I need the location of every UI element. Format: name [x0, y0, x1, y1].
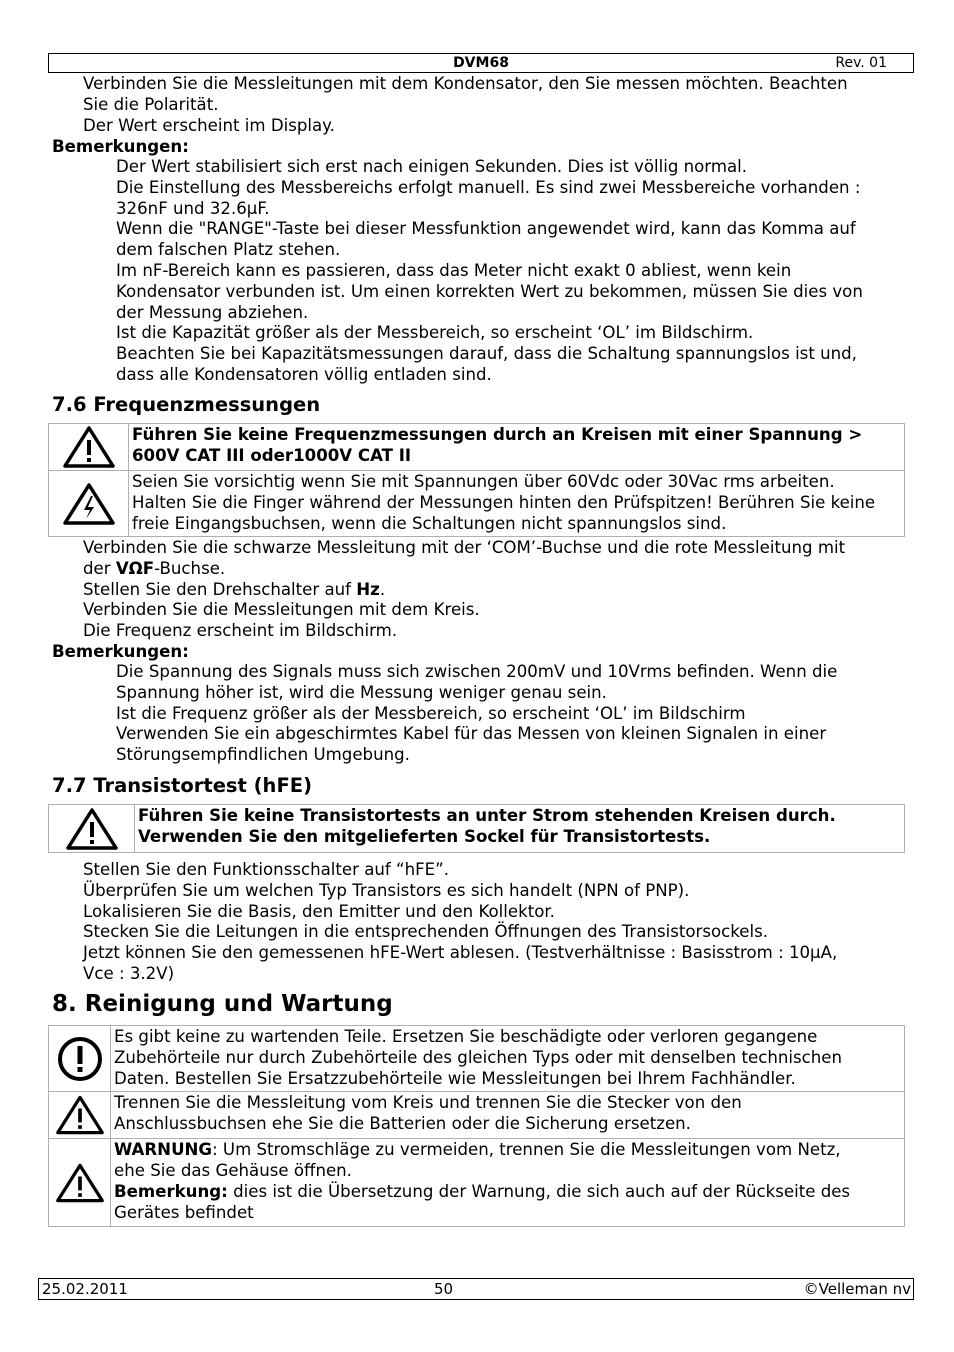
maintenance-table	[48, 1025, 905, 1227]
text-line: Ist die Kapazität größer als der Messbereich, so erscheint ‘OL’ im Bildschirm.	[116, 323, 754, 343]
text-line: der Messung abziehen.	[116, 302, 309, 322]
text-line: Halten Sie die Finger während der Messungen hinten den Prüfspitzen! Berühren Sie keine	[132, 492, 876, 512]
section-title-frequency: 7.6 Frequenzmessungen	[52, 393, 321, 416]
copyright: ©Velleman nv	[803, 1280, 911, 1298]
text-line: Die Frequenz erscheint im Bildschirm.	[83, 621, 398, 641]
text-line: Beachten Sie bei Kapazitätsmessungen darauf, dass die Schaltung spannungslos ist und,	[116, 344, 857, 364]
text-line: Vce : 3.2V)	[83, 963, 175, 983]
text-line: Die Spannung des Signals muss sich zwischen 200mV und 10Vrms befinden. Wenn die	[116, 662, 838, 681]
remarks-label: Bemerkungen:	[52, 137, 189, 156]
page-number: 50	[434, 1280, 454, 1298]
text-line: Spannung höher ist, wird die Messung weniger genau sein.	[116, 682, 607, 702]
text-line: Störungsempfindlichen Umgebung.	[116, 745, 410, 765]
warning-triangle-icon	[49, 1139, 111, 1227]
frequency-remarks	[116, 662, 906, 766]
footer-date: 25.02.2011	[42, 1280, 128, 1298]
capacitance-steps	[83, 74, 913, 136]
text-line: Verbinden Sie die schwarze Messleitung mit der ‘COM’-Buchse und die rote Messleitung mit	[83, 538, 846, 557]
section-title-transistor: 7.7 Transistortest (hFE)	[52, 774, 312, 797]
text-line: Trennen Sie die Messleitung vom Kreis und trennen Sie die Stecker von den	[114, 1093, 742, 1113]
text-line: WARNUNG: Um Stromschläge zu vermeiden, trennen Sie die Messleitungen vom Netz,	[114, 1140, 841, 1160]
text-line: ehe Sie das Gehäuse öffnen.	[114, 1161, 352, 1181]
text-line: Verwenden Sie ein abgeschirmtes Kabel für das Messen von kleinen Signalen in einer	[116, 724, 827, 744]
text-line: dem falschen Platz stehen.	[116, 240, 341, 260]
warning-triangle-icon	[49, 1092, 111, 1139]
maintenance-info-text	[111, 1026, 905, 1092]
text-line: Sie die Polarität.	[83, 94, 219, 114]
text-line: Es gibt keine zu wartenden Teile. Ersetzen Sie beschädigte oder verloren gegangene	[114, 1027, 818, 1046]
text-line: Gerätes befindet	[114, 1202, 254, 1222]
text-line: Wenn die "RANGE"-Taste bei dieser Messfunktion angewendet wird, kann das Komma auf	[116, 219, 856, 239]
warning-triangle-icon	[49, 805, 135, 853]
transistor-steps	[83, 860, 913, 985]
maintenance-warning-text	[111, 1139, 905, 1227]
text-line: 600V CAT III oder1000V CAT II	[132, 445, 412, 465]
text-line: Daten. Bestellen Sie Ersatzzubehörteile wie Messleitungen bei Ihrem Fachhändler.	[114, 1068, 796, 1088]
text-line: 326nF und 32.6µF.	[116, 198, 270, 218]
section-title-maintenance: 8. Reinigung und Wartung	[52, 991, 393, 1017]
warning-triangle-icon	[49, 424, 129, 471]
document-title: DVM68	[453, 55, 509, 71]
text-line: Überprüfen Sie um welchen Typ Transistors es sich handelt (NPN of PNP).	[83, 880, 690, 900]
remarks-label: Bemerkungen:	[52, 642, 189, 661]
text-line: Führen Sie keine Frequenzmessungen durch an Kreisen mit einer Spannung >	[132, 425, 863, 444]
text-line: Bemerkung: dies ist die Übersetzung der Warnung, die sich auch auf der Rückseite des	[114, 1181, 851, 1201]
electric-shock-icon	[49, 471, 129, 537]
frequency-warning-text	[129, 424, 905, 471]
text-line: Ist die Frequenz größer als der Messbereich, so erscheint ‘OL’ im Bildschirm	[116, 703, 746, 723]
text-line: Zubehörteile nur durch Zubehörteile des gleichen Typs oder mit denselben technischen	[114, 1047, 843, 1067]
text-line: Stellen Sie den Drehschalter auf Hz.	[83, 579, 386, 599]
text-line: Lokalisieren Sie die Basis, den Emitter und den Kollektor.	[83, 901, 555, 921]
text-line: Jetzt können Sie den gemessenen hFE-Wert ablesen. (Testverhältnisse : Basisstrom : 10µA,	[83, 943, 838, 963]
text-line: Verbinden Sie die Messleitungen mit dem Kondensator, den Sie messen möchten. Beachten	[83, 74, 848, 93]
transistor-warning-table	[48, 804, 905, 853]
electric-warning-text	[129, 471, 905, 537]
text-line: Der Wert erscheint im Display.	[83, 115, 335, 135]
text-line: dass alle Kondensatoren völlig entladen sind.	[116, 364, 492, 384]
text-line: Anschlussbuchsen ehe Sie die Batterien oder die Sicherung ersetzen.	[114, 1114, 691, 1134]
text-line: Stellen Sie den Funktionsschalter auf “hFE”.	[83, 860, 450, 879]
transistor-warning-text	[135, 805, 905, 853]
text-line: Führen Sie keine Transistortests an unter Strom stehenden Kreisen durch.	[138, 806, 836, 825]
text-line: Seien Sie vorsichtig wenn Sie mit Spannungen über 60Vdc oder 30Vac rms arbeiten.	[132, 472, 835, 491]
frequency-steps	[83, 538, 913, 642]
text-line: Stecken Sie die Leitungen in die entsprechenden Öffnungen des Transistorsockels.	[83, 922, 769, 942]
revision: Rev. 01	[835, 55, 887, 71]
text-line: Die Einstellung des Messbereichs erfolgt manuell. Es sind zwei Messbereiche vorhanden :	[116, 177, 861, 197]
warning-label: WARNUNG	[114, 1140, 213, 1160]
page-footer	[38, 1278, 914, 1300]
capacitance-remarks	[116, 157, 906, 386]
text-line: Der Wert stabilisiert sich erst nach einigen Sekunden. Dies ist völlig normal.	[116, 157, 748, 176]
text-line: Verbinden Sie die Messleitungen mit dem Kreis.	[83, 600, 480, 620]
text-line: Kondensator verbunden ist. Um einen korrekten Wert zu bekommen, müssen Sie dies von	[116, 281, 863, 301]
note-label: Bemerkung:	[114, 1181, 228, 1201]
frequency-warning-table	[48, 423, 905, 537]
text-line: Im nF-Bereich kann es passieren, dass das Meter nicht exakt 0 abliest, wenn kein	[116, 260, 792, 280]
maintenance-disconnect-text	[111, 1092, 905, 1139]
page-header	[48, 53, 914, 73]
text-line: Verwenden Sie den mitgelieferten Sockel für Transistortests.	[138, 826, 711, 846]
text-line: der VΩF-Buchse.	[83, 558, 226, 578]
exclamation-circle-icon	[49, 1026, 111, 1092]
text-line: freie Eingangsbuchsen, wenn die Schaltungen nicht spannungslos sind.	[132, 513, 727, 533]
